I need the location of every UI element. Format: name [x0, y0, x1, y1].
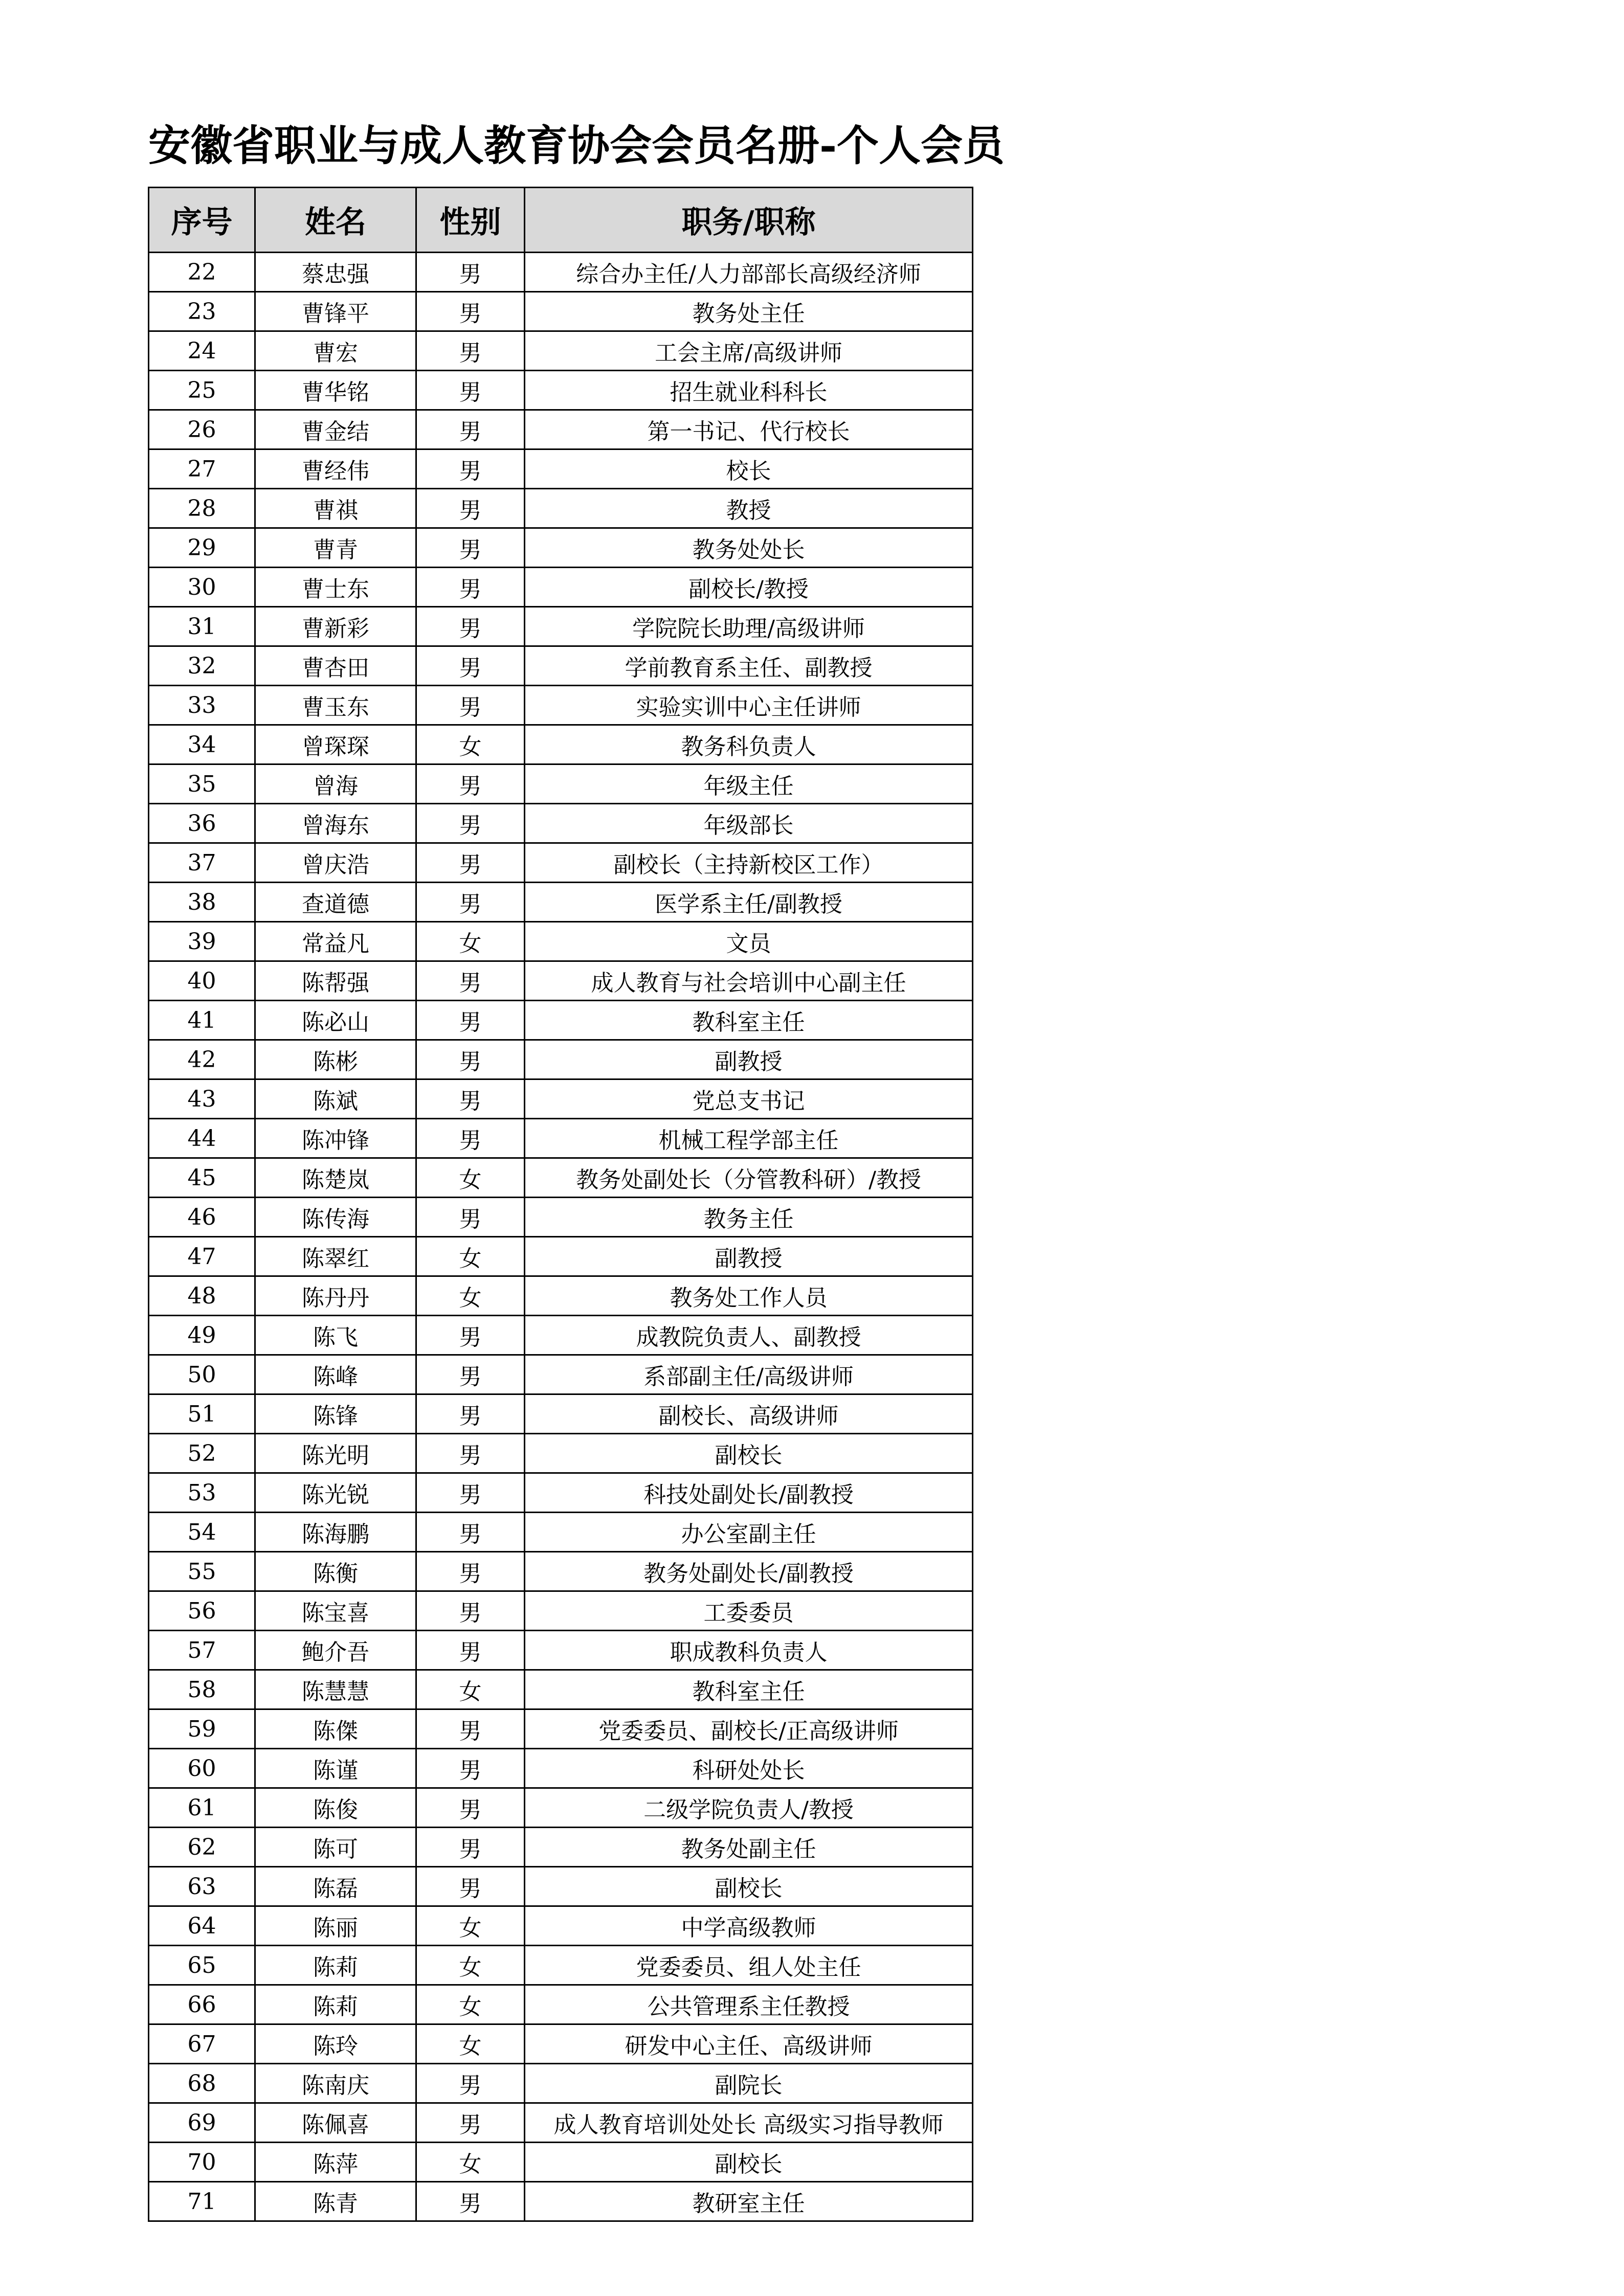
- cell-serial-number: 64: [149, 1906, 255, 1946]
- table-row: [149, 568, 973, 607]
- cell-serial-number: 33: [149, 686, 255, 725]
- cell-name: 曾海: [255, 764, 416, 804]
- table-row: [149, 1552, 973, 1591]
- cell-position-title: 教授: [525, 489, 973, 528]
- cell-name: 陈磊: [255, 1867, 416, 1906]
- cell-serial-number: 54: [149, 1513, 255, 1552]
- cell-serial-number: 39: [149, 922, 255, 961]
- cell-position-title: 教务处工作人员: [525, 1276, 973, 1316]
- cell-position-title: 副校长: [525, 2143, 973, 2182]
- cell-name: 曾琛琛: [255, 725, 416, 764]
- table-row: [149, 1946, 973, 1985]
- cell-gender: 女: [416, 1237, 525, 1276]
- cell-gender: 男: [416, 1591, 525, 1631]
- cell-serial-number: 44: [149, 1119, 255, 1158]
- cell-position-title: 系部副主任/高级讲师: [525, 1355, 973, 1394]
- cell-position-title: 教务处处长: [525, 528, 973, 568]
- cell-position-title: 副教授: [525, 1040, 973, 1079]
- cell-position-title: 机械工程学部主任: [525, 1119, 973, 1158]
- cell-gender: 男: [416, 489, 525, 528]
- cell-name: 常益凡: [255, 922, 416, 961]
- cell-gender: 男: [416, 607, 525, 646]
- table-row: [149, 1828, 973, 1867]
- cell-serial-number: 48: [149, 1276, 255, 1316]
- page-title: 安徽省职业与成人教育协会会员名册-个人会员: [148, 121, 1005, 170]
- cell-position-title: 副校长、高级讲师: [525, 1394, 973, 1434]
- table-row: [149, 371, 973, 410]
- cell-gender: 男: [416, 1709, 525, 1749]
- table-body: [149, 253, 973, 2221]
- cell-name: 陈谨: [255, 1749, 416, 1788]
- cell-name: 陈翠红: [255, 1237, 416, 1276]
- cell-gender: 男: [416, 253, 525, 292]
- cell-position-title: 党总支书记: [525, 1079, 973, 1119]
- cell-gender: 男: [416, 883, 525, 922]
- cell-serial-number: 41: [149, 1001, 255, 1040]
- cell-serial-number: 30: [149, 568, 255, 607]
- cell-position-title: 副教授: [525, 1237, 973, 1276]
- cell-position-title: 副校长: [525, 1867, 973, 1906]
- cell-gender: 男: [416, 568, 525, 607]
- cell-position-title: 成教院负责人、副教授: [525, 1316, 973, 1355]
- cell-serial-number: 63: [149, 1867, 255, 1906]
- cell-serial-number: 49: [149, 1316, 255, 1355]
- cell-gender: 男: [416, 2103, 525, 2143]
- table-row: [149, 1749, 973, 1788]
- cell-position-title: 成人教育与社会培训中心副主任: [525, 961, 973, 1001]
- cell-gender: 男: [416, 1394, 525, 1434]
- cell-name: 蔡忠强: [255, 253, 416, 292]
- cell-name: 陈俊: [255, 1788, 416, 1828]
- cell-gender: 男: [416, 1749, 525, 1788]
- table-row: [149, 449, 973, 489]
- member-table: [148, 187, 973, 2222]
- cell-gender: 男: [416, 1867, 525, 1906]
- cell-serial-number: 25: [149, 371, 255, 410]
- table-row: [149, 1867, 973, 1906]
- table-row: [149, 1198, 973, 1237]
- cell-serial-number: 36: [149, 804, 255, 843]
- cell-gender: 男: [416, 371, 525, 410]
- cell-name: 陈慧慧: [255, 1670, 416, 1709]
- cell-position-title: 教务科负责人: [525, 725, 973, 764]
- cell-gender: 女: [416, 725, 525, 764]
- cell-serial-number: 38: [149, 883, 255, 922]
- cell-gender: 男: [416, 1316, 525, 1355]
- cell-position-title: 教科室主任: [525, 1670, 973, 1709]
- cell-name: 曾庆浩: [255, 843, 416, 883]
- cell-serial-number: 32: [149, 646, 255, 686]
- cell-serial-number: 47: [149, 1237, 255, 1276]
- cell-gender: 男: [416, 646, 525, 686]
- table-row: [149, 1119, 973, 1158]
- header-position-title: 职务/职称: [525, 188, 973, 253]
- cell-position-title: 招生就业科科长: [525, 371, 973, 410]
- cell-serial-number: 69: [149, 2103, 255, 2143]
- cell-name: 陈丽: [255, 1906, 416, 1946]
- cell-serial-number: 26: [149, 410, 255, 449]
- cell-serial-number: 40: [149, 961, 255, 1001]
- table-row: [149, 1394, 973, 1434]
- table-row: [149, 1316, 973, 1355]
- cell-name: 陈飞: [255, 1316, 416, 1355]
- cell-position-title: 二级学院负责人/教授: [525, 1788, 973, 1828]
- cell-position-title: 教务处副主任: [525, 1828, 973, 1867]
- table-row: [149, 1276, 973, 1316]
- cell-serial-number: 51: [149, 1394, 255, 1434]
- cell-gender: 男: [416, 764, 525, 804]
- cell-position-title: 科技处副处长/副教授: [525, 1473, 973, 1513]
- cell-serial-number: 23: [149, 292, 255, 331]
- cell-position-title: 教务处主任: [525, 292, 973, 331]
- cell-gender: 女: [416, 1158, 525, 1198]
- cell-gender: 男: [416, 528, 525, 568]
- cell-serial-number: 45: [149, 1158, 255, 1198]
- table-row: [149, 2103, 973, 2143]
- table-row: [149, 528, 973, 568]
- cell-serial-number: 62: [149, 1828, 255, 1867]
- cell-serial-number: 50: [149, 1355, 255, 1394]
- table-row: [149, 331, 973, 371]
- table-row: [149, 2182, 973, 2221]
- cell-gender: 女: [416, 1906, 525, 1946]
- cell-serial-number: 70: [149, 2143, 255, 2182]
- cell-gender: 男: [416, 1828, 525, 1867]
- cell-name: 陈彬: [255, 1040, 416, 1079]
- cell-position-title: 副校长（主持新校区工作）: [525, 843, 973, 883]
- cell-gender: 男: [416, 1040, 525, 1079]
- table-row: [149, 1001, 973, 1040]
- cell-name: 曾海东: [255, 804, 416, 843]
- cell-serial-number: 52: [149, 1434, 255, 1473]
- cell-position-title: 中学高级教师: [525, 1906, 973, 1946]
- cell-name: 陈楚岚: [255, 1158, 416, 1198]
- table-row: [149, 764, 973, 804]
- cell-gender: 男: [416, 1552, 525, 1591]
- cell-serial-number: 31: [149, 607, 255, 646]
- table-row: [149, 922, 973, 961]
- cell-position-title: 文员: [525, 922, 973, 961]
- cell-name: 曹士东: [255, 568, 416, 607]
- cell-position-title: 职成教科负责人: [525, 1631, 973, 1670]
- header-name: 姓名: [255, 188, 416, 253]
- cell-serial-number: 28: [149, 489, 255, 528]
- table-row: [149, 1434, 973, 1473]
- cell-serial-number: 24: [149, 331, 255, 371]
- cell-position-title: 学院院长助理/高级讲师: [525, 607, 973, 646]
- cell-gender: 男: [416, 1513, 525, 1552]
- table-row: [149, 804, 973, 843]
- table-row: [149, 1906, 973, 1946]
- cell-gender: 女: [416, 1670, 525, 1709]
- cell-name: 陈青: [255, 2182, 416, 2221]
- cell-name: 查道德: [255, 883, 416, 922]
- cell-position-title: 工会主席/高级讲师: [525, 331, 973, 371]
- cell-serial-number: 65: [149, 1946, 255, 1985]
- table-row: [149, 489, 973, 528]
- cell-name: 曹金结: [255, 410, 416, 449]
- table-row: [149, 1355, 973, 1394]
- table-row: [149, 253, 973, 292]
- cell-name: 曹经伟: [255, 449, 416, 489]
- table-row: [149, 843, 973, 883]
- cell-name: 陈冲锋: [255, 1119, 416, 1158]
- table-row: [149, 1709, 973, 1749]
- cell-position-title: 党委委员、组人处主任: [525, 1946, 973, 1985]
- cell-serial-number: 58: [149, 1670, 255, 1709]
- table-row: [149, 725, 973, 764]
- cell-position-title: 教务处副处长（分管教科研）/教授: [525, 1158, 973, 1198]
- table-row: [149, 2143, 973, 2182]
- table-row: [149, 646, 973, 686]
- cell-position-title: 教务处副处长/副教授: [525, 1552, 973, 1591]
- cell-name: 陈传海: [255, 1198, 416, 1237]
- cell-position-title: 学前教育系主任、副教授: [525, 646, 973, 686]
- cell-serial-number: 43: [149, 1079, 255, 1119]
- cell-gender: 男: [416, 292, 525, 331]
- cell-name: 陈宝喜: [255, 1591, 416, 1631]
- table-row: [149, 961, 973, 1001]
- table-row: [149, 2024, 973, 2064]
- cell-name: 曹杏田: [255, 646, 416, 686]
- cell-gender: 男: [416, 2182, 525, 2221]
- cell-gender: 男: [416, 843, 525, 883]
- header-gender: 性别: [416, 188, 525, 253]
- table-row: [149, 1473, 973, 1513]
- cell-gender: 男: [416, 804, 525, 843]
- table-row: [149, 1237, 973, 1276]
- cell-gender: 女: [416, 1946, 525, 1985]
- table-header-row: [149, 188, 973, 253]
- cell-position-title: 年级主任: [525, 764, 973, 804]
- cell-gender: 男: [416, 2064, 525, 2103]
- table-row: [149, 883, 973, 922]
- table-row: [149, 1788, 973, 1828]
- cell-name: 鲍介吾: [255, 1631, 416, 1670]
- cell-position-title: 办公室副主任: [525, 1513, 973, 1552]
- cell-position-title: 成人教育培训处处长 高级实习指导教师: [525, 2103, 973, 2143]
- cell-serial-number: 22: [149, 253, 255, 292]
- cell-serial-number: 42: [149, 1040, 255, 1079]
- cell-gender: 男: [416, 1198, 525, 1237]
- cell-position-title: 校长: [525, 449, 973, 489]
- cell-position-title: 第一书记、代行校长: [525, 410, 973, 449]
- cell-position-title: 副校长/教授: [525, 568, 973, 607]
- cell-name: 陈可: [255, 1828, 416, 1867]
- table-row: [149, 1079, 973, 1119]
- cell-name: 陈萍: [255, 2143, 416, 2182]
- cell-name: 陈南庆: [255, 2064, 416, 2103]
- cell-position-title: 教研室主任: [525, 2182, 973, 2221]
- cell-position-title: 副院长: [525, 2064, 973, 2103]
- cell-serial-number: 60: [149, 1749, 255, 1788]
- cell-gender: 男: [416, 961, 525, 1001]
- cell-position-title: 综合办主任/人力部部长高级经济师: [525, 253, 973, 292]
- cell-position-title: 副校长: [525, 1434, 973, 1473]
- table-row: [149, 1670, 973, 1709]
- cell-name: 陈锋: [255, 1394, 416, 1434]
- cell-gender: 男: [416, 1631, 525, 1670]
- cell-gender: 男: [416, 1079, 525, 1119]
- cell-serial-number: 46: [149, 1198, 255, 1237]
- cell-serial-number: 35: [149, 764, 255, 804]
- cell-name: 陈丹丹: [255, 1276, 416, 1316]
- cell-name: 曹锋平: [255, 292, 416, 331]
- cell-name: 曹祺: [255, 489, 416, 528]
- cell-name: 陈光锐: [255, 1473, 416, 1513]
- cell-position-title: 医学系主任/副教授: [525, 883, 973, 922]
- cell-serial-number: 67: [149, 2024, 255, 2064]
- table-row: [149, 410, 973, 449]
- cell-serial-number: 55: [149, 1552, 255, 1591]
- cell-gender: 男: [416, 1119, 525, 1158]
- table-row: [149, 292, 973, 331]
- cell-gender: 男: [416, 1473, 525, 1513]
- cell-gender: 男: [416, 1434, 525, 1473]
- cell-gender: 男: [416, 686, 525, 725]
- cell-gender: 男: [416, 410, 525, 449]
- cell-position-title: 党委委员、副校长/正高级讲师: [525, 1709, 973, 1749]
- table-row: [149, 1985, 973, 2024]
- cell-serial-number: 66: [149, 1985, 255, 2024]
- cell-name: 曹宏: [255, 331, 416, 371]
- table-row: [149, 1513, 973, 1552]
- cell-gender: 男: [416, 1001, 525, 1040]
- cell-name: 曹新彩: [255, 607, 416, 646]
- cell-serial-number: 68: [149, 2064, 255, 2103]
- cell-gender: 女: [416, 2024, 525, 2064]
- table-row: [149, 686, 973, 725]
- table-row: [149, 1158, 973, 1198]
- cell-gender: 女: [416, 922, 525, 961]
- cell-position-title: 科研处处长: [525, 1749, 973, 1788]
- header-serial-number: 序号: [149, 188, 255, 253]
- cell-name: 陈帮强: [255, 961, 416, 1001]
- cell-serial-number: 53: [149, 1473, 255, 1513]
- cell-name: 陈光明: [255, 1434, 416, 1473]
- cell-position-title: 实验实训中心主任讲师: [525, 686, 973, 725]
- cell-gender: 男: [416, 1788, 525, 1828]
- cell-gender: 女: [416, 1276, 525, 1316]
- cell-serial-number: 29: [149, 528, 255, 568]
- cell-position-title: 教科室主任: [525, 1001, 973, 1040]
- cell-name: 曹玉东: [255, 686, 416, 725]
- cell-gender: 男: [416, 449, 525, 489]
- cell-name: 陈斌: [255, 1079, 416, 1119]
- cell-position-title: 年级部长: [525, 804, 973, 843]
- cell-name: 陈玲: [255, 2024, 416, 2064]
- table-row: [149, 607, 973, 646]
- cell-name: 陈峰: [255, 1355, 416, 1394]
- cell-serial-number: 34: [149, 725, 255, 764]
- table-row: [149, 1591, 973, 1631]
- cell-gender: 女: [416, 1985, 525, 2024]
- cell-name: 曹华铭: [255, 371, 416, 410]
- cell-gender: 女: [416, 2143, 525, 2182]
- cell-serial-number: 27: [149, 449, 255, 489]
- cell-position-title: 公共管理系主任教授: [525, 1985, 973, 2024]
- cell-name: 陈莉: [255, 1946, 416, 1985]
- cell-position-title: 教务主任: [525, 1198, 973, 1237]
- cell-serial-number: 57: [149, 1631, 255, 1670]
- cell-serial-number: 61: [149, 1788, 255, 1828]
- table-row: [149, 2064, 973, 2103]
- cell-serial-number: 59: [149, 1709, 255, 1749]
- cell-gender: 男: [416, 331, 525, 371]
- cell-name: 陈傑: [255, 1709, 416, 1749]
- cell-position-title: 研发中心主任、高级讲师: [525, 2024, 973, 2064]
- cell-serial-number: 37: [149, 843, 255, 883]
- cell-name: 陈莉: [255, 1985, 416, 2024]
- table-row: [149, 1631, 973, 1670]
- cell-name: 曹青: [255, 528, 416, 568]
- cell-gender: 男: [416, 1355, 525, 1394]
- table-row: [149, 1040, 973, 1079]
- cell-position-title: 工委委员: [525, 1591, 973, 1631]
- cell-serial-number: 56: [149, 1591, 255, 1631]
- cell-name: 陈必山: [255, 1001, 416, 1040]
- cell-serial-number: 71: [149, 2182, 255, 2221]
- cell-name: 陈海鹏: [255, 1513, 416, 1552]
- cell-name: 陈衡: [255, 1552, 416, 1591]
- cell-name: 陈佩喜: [255, 2103, 416, 2143]
